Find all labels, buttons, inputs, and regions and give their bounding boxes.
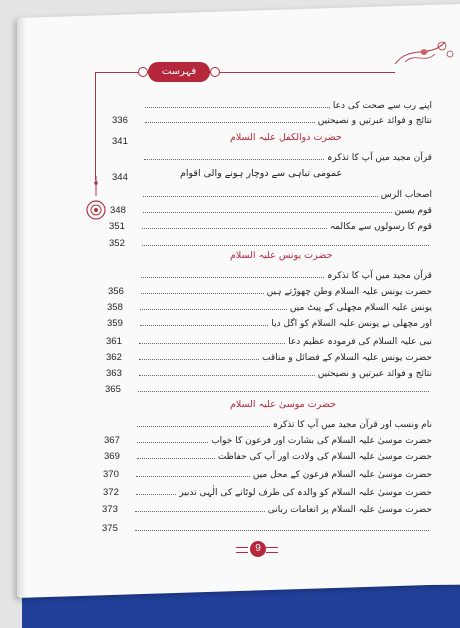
dot-leader — [141, 293, 264, 294]
flourish-right-icon — [266, 547, 278, 553]
section-heading: حضرت موسیٰ علیہ السلام — [230, 399, 337, 410]
list-item[interactable] — [111, 149, 432, 163]
dot-leader — [135, 530, 429, 531]
list-item[interactable] — [109, 235, 432, 249]
dot-leader — [139, 359, 259, 360]
flourish-left-icon — [236, 547, 248, 553]
section-heading: حضرت ذوالکفل علیہ السلام — [230, 132, 342, 143]
dot-leader — [145, 107, 330, 108]
list-item[interactable] — [104, 432, 432, 446]
list-item[interactable] — [108, 283, 432, 297]
dot-leader — [137, 442, 208, 443]
dot-leader — [137, 426, 270, 427]
toc-page-number: 375 — [102, 523, 118, 534]
toc-page-number: 362 — [106, 352, 122, 363]
toc-entry-title: قوم کا رسولوں سے مکالمہ — [329, 222, 432, 232]
frame-side-line — [95, 72, 96, 180]
dot-leader — [138, 391, 429, 392]
list-item[interactable] — [105, 381, 432, 395]
toc-entry-title: حضرت موسیٰ علیہ السلام کو والدہ کی طرف لوٹانے کی الٰہی تدبیر — [179, 488, 432, 498]
toc-entry-title: نبی علیہ السلام کی فرمودہ عظیم دعا — [288, 337, 432, 347]
pendant-ornament-icon — [83, 176, 109, 226]
toc-page-number: 369 — [104, 451, 120, 462]
dot-leader — [140, 325, 268, 326]
list-item[interactable] — [110, 186, 432, 200]
dot-leader — [141, 277, 324, 278]
list-item[interactable] — [107, 315, 432, 329]
list-item[interactable] — [108, 267, 432, 281]
list-item[interactable] — [104, 448, 432, 462]
list-item[interactable] — [110, 202, 432, 216]
list-item[interactable] — [103, 466, 432, 480]
dot-leader — [142, 228, 327, 229]
toc-page-number: 367 — [104, 435, 120, 446]
dot-leader — [136, 494, 176, 495]
toc-entry-title: حضرت یونس علیہ السلام کے فضائل و مناقب — [261, 353, 432, 363]
list-item[interactable] — [112, 97, 432, 111]
dot-leader — [143, 196, 378, 197]
list-item[interactable] — [106, 365, 432, 379]
dot-leader — [142, 245, 429, 246]
dot-leader — [137, 458, 215, 459]
dot-leader — [135, 511, 265, 512]
toc-entry-title: قرآن مجید میں آپ کا تذکرہ — [327, 271, 432, 281]
list-item[interactable] — [104, 416, 432, 430]
toc-entry-title: اور مچھلی نے یونس علیہ السلام کو اگل دیا — [271, 319, 432, 329]
list-item[interactable] — [107, 299, 432, 313]
toc-entry-title: حضرت موسیٰ علیہ السلام کی بشارت اور فرعون کا خواب — [211, 436, 432, 446]
dot-leader — [139, 375, 315, 376]
list-item[interactable] — [109, 218, 432, 232]
toc-entry-title: نتائج و فوائد عبرتیں و نصیحتیں — [317, 116, 432, 126]
page-number-entry — [112, 169, 152, 183]
dot-leader — [143, 212, 392, 213]
toc-entry-title: حضرت موسیٰ علیہ السلام کی ولادت اور آپ کی حفاظت — [217, 452, 432, 462]
list-item[interactable] — [102, 520, 432, 534]
toc-page-number: 359 — [107, 318, 123, 329]
toc-page-number: 348 — [110, 205, 126, 216]
page-number-ornament — [236, 541, 278, 557]
toc-entry-title: حضرت موسیٰ علیہ السلام پر انعامات ربانی — [267, 505, 432, 515]
toc-page-number: 352 — [109, 238, 125, 249]
toc-entry-title: اصحاب الرس — [380, 190, 432, 200]
toc-page-number: 336 — [112, 115, 128, 126]
dot-leader — [145, 122, 315, 123]
list-item[interactable] — [112, 112, 432, 126]
toc-page-number: 344 — [112, 172, 128, 183]
toc-page-number: 358 — [107, 302, 123, 313]
toc-entry-title: اپنے رب سے صحت کی دعا — [332, 101, 432, 111]
toc-page-number: 341 — [112, 136, 128, 147]
toc-page-number: 361 — [106, 336, 122, 347]
toc-entry-title: نام ونسب اور قرآن مجید میں آپ کا تذکرہ — [272, 420, 432, 430]
dot-leader — [144, 159, 324, 160]
toc-page-number: 372 — [103, 487, 119, 498]
toc-page-number: 370 — [103, 469, 119, 480]
toc-page-number: 373 — [102, 504, 118, 515]
section-heading: حضرت یونس علیہ السلام — [230, 250, 333, 261]
page-number: 9 — [250, 541, 266, 557]
toc-entry-title: قوم یسین — [394, 206, 432, 216]
toc-page-number: 363 — [106, 368, 122, 379]
toc-entry-title: یونس علیہ السلام مچھلی کے پیٹ میں — [289, 303, 432, 313]
toc-page-number: 365 — [105, 384, 121, 395]
section-heading: عمومی تباہی سے دوچار ہونے والی اقوام — [180, 168, 343, 179]
list-item[interactable] — [106, 349, 432, 363]
toc-entry-title: نتائج و فوائد عبرتیں و نصیحتیں — [317, 369, 432, 379]
list-item[interactable] — [106, 333, 432, 347]
toc-page-number: 351 — [109, 221, 125, 232]
page-gutter-shadow — [17, 18, 27, 598]
floral-ornament-icon — [390, 34, 460, 74]
list-item[interactable] — [103, 484, 432, 498]
dot-leader — [136, 476, 250, 477]
dot-leader — [140, 309, 287, 310]
toc-entry-title: حضرت موسیٰ علیہ السلام فرعون کے محل میں — [252, 470, 432, 480]
page-title: فہرست — [148, 62, 210, 82]
toc-entry-title: حضرت یونس علیہ السلام وطن چھوڑتے ہیں — [266, 287, 432, 297]
list-item[interactable] — [102, 501, 432, 515]
page-number-entry — [112, 133, 152, 147]
toc-entry-title: قرآن مجید میں آپ کا تذکرہ — [327, 153, 432, 163]
toc-page-number: 356 — [108, 286, 124, 297]
dot-leader — [139, 343, 285, 344]
